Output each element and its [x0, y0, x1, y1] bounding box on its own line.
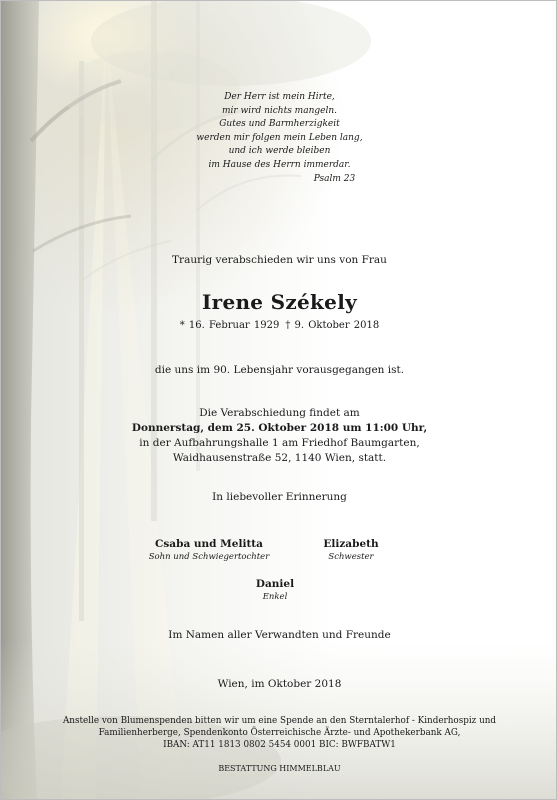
mourner-name: Elizabeth [323, 538, 379, 550]
family-line: Im Namen aller Verwandten und Freunde [168, 629, 391, 641]
mourner-relation: Schwester [328, 552, 374, 562]
psalm-reference: Psalm 23 [313, 173, 356, 184]
mourner [129, 537, 289, 563]
mourner [291, 537, 411, 563]
psalm-line: Gutes und Barmherzigkeit [219, 119, 340, 130]
mourner-relation: Sohn und Schwiegertochter [148, 552, 270, 562]
psalm-line: im Hause des Herrn immerdar. [208, 159, 351, 170]
psalm-line: werden mir folgen mein Leben lang, [196, 132, 363, 143]
deceased-name: Irene Székely [201, 290, 358, 314]
undertaker-name: BESTATTUNG HIMMELBLAU [218, 764, 341, 773]
service-datetime: Donnerstag, dem 25. Oktober 2018 um 11:00 Uhr, [131, 422, 428, 434]
birth-date: * 16. Februar 1929 [179, 320, 280, 331]
donation-line: Familienherberge, Spendenkonto Österreichische Ärzte- und Apothekerbank AG, [98, 728, 461, 739]
service-address: Waidhausenstraße 52, 1140 Wien, statt. [172, 452, 387, 464]
place-date: Wien, im Oktober 2018 [217, 678, 342, 690]
donation-bank-details: IBAN: AT11 1813 0802 5454 0001 BIC: BWFBATW1 [163, 740, 396, 751]
service-details [1, 406, 557, 466]
psalm-line: mir wird nichts mangeln. [221, 105, 337, 116]
death-date: † 9. Oktober 2018 [285, 320, 380, 331]
mourner-relation: Enkel [262, 592, 288, 602]
intro-text: Traurig verabschieden wir uns von Frau [172, 254, 387, 266]
psalm-line: Der Herr ist mein Hirte, [224, 92, 335, 102]
psalm-quote [1, 91, 557, 186]
donation-notice [1, 715, 557, 752]
psalm-line: und ich werde bleiben [228, 146, 331, 157]
age-statement: die uns im 90. Lebensjahr vorausgegangen ist. [154, 364, 405, 376]
service-intro: Die Verabschiedung findet am [199, 407, 360, 419]
mourner [215, 577, 335, 603]
mourner-name: Daniel [255, 578, 295, 590]
service-location: in der Aufbahrungshalle 1 am Friedhof Baumgarten, [139, 437, 420, 449]
mourner-name: Csaba und Melitta [155, 538, 263, 550]
donation-line: Anstelle von Blumenspenden bitten wir um eine Spende an den Sterntalerhof - Kinderhospiz und [62, 716, 497, 726]
memory-line: In liebevoller Erinnerung [212, 491, 347, 503]
life-dates [1, 320, 557, 331]
